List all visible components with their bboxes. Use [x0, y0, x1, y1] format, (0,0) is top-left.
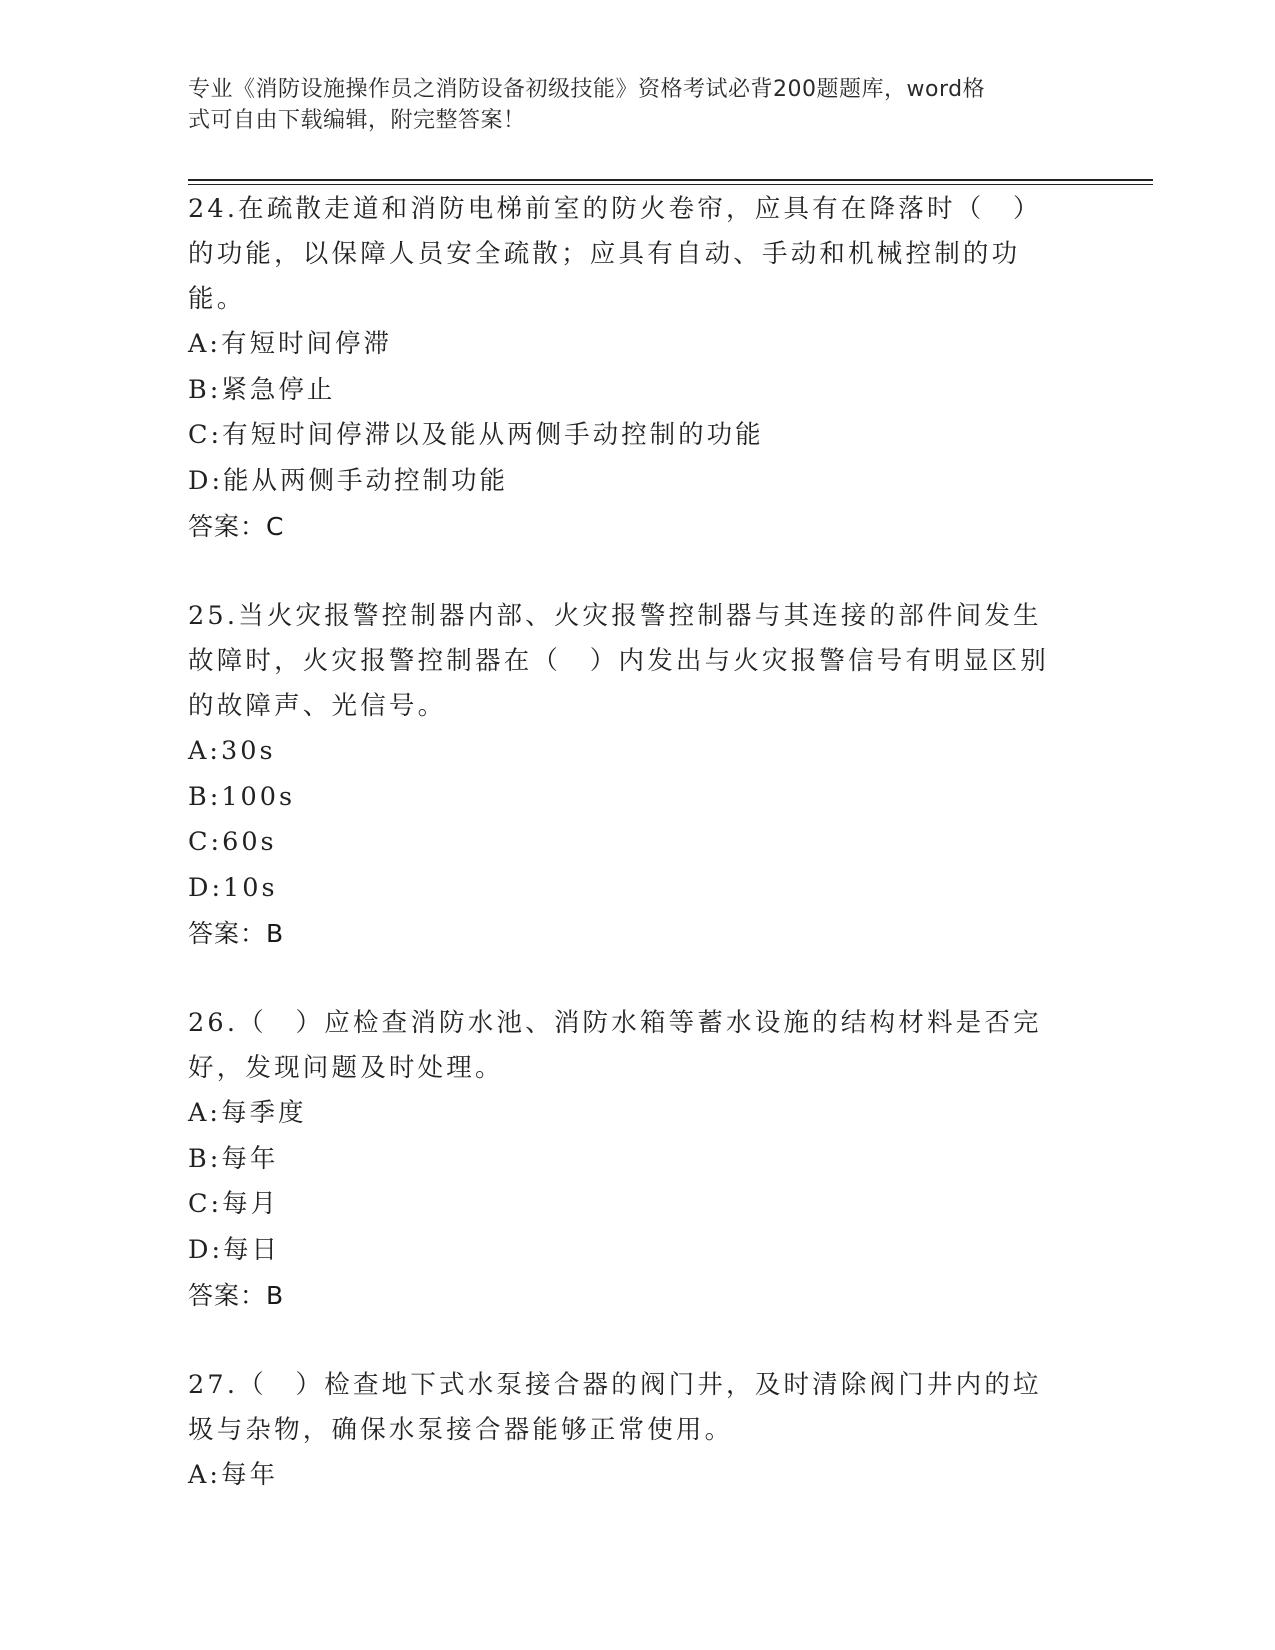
option-c: C:有短时间停滞以及能从两侧手动控制的功能	[188, 420, 764, 450]
question-26	[188, 1001, 1068, 1318]
option-a: A:有短时间停滞	[188, 329, 393, 359]
answer-key: 答案：B	[188, 919, 285, 948]
option-a: A:每年	[188, 1460, 279, 1490]
option-d: D:10s	[188, 872, 278, 903]
option-d: D:能从两侧手动控制功能	[188, 465, 509, 496]
option-a: A:30s	[188, 736, 276, 766]
question-stem: 25.当火灾报警控制器内部、火灾报警控制器与其连接的部件间发生故障时，火灾报警控制器在（ ）内发出与火灾报警信号有明显区别的故障声、光信号。	[188, 601, 1050, 721]
answer-key: 答案：B	[188, 1281, 285, 1310]
answer-key: 答案：C	[188, 512, 285, 541]
header-divider-thick	[188, 179, 1153, 181]
document-header	[188, 74, 1068, 136]
option-c: C:60s	[188, 827, 277, 857]
option-b: B:紧急停止	[188, 374, 336, 405]
option-c: C:每月	[188, 1189, 280, 1219]
header-line-1: 专业《消防设施操作员之消防设备初级技能》资格考试必背200题题库，word格	[188, 77, 986, 102]
option-b: B:100s	[188, 781, 296, 812]
question-stem: 26.（ ）应检查消防水池、消防水箱等蓄水设施的结构材料是否完好，发现问题及时处理。	[188, 1008, 1042, 1083]
question-stem: 24.在疏散走道和消防电梯前室的防火卷帘，应具有在降落时（ ）的功能，以保障人员安全疏散；应具有自动、手动和机械控制的功能。	[188, 194, 1042, 314]
header-line-2: 式可自由下载编辑，附完整答案！	[188, 108, 526, 133]
question-list	[188, 187, 1068, 1544]
header-divider-thin	[188, 184, 1153, 185]
option-d: D:每日	[188, 1234, 281, 1265]
option-a: A:每季度	[188, 1098, 307, 1128]
option-b: B:每年	[188, 1143, 279, 1174]
question-25	[188, 594, 1068, 956]
question-stem: 27.（ ）检查地下式水泵接合器的阀门井，及时清除阀门井内的垃圾与杂物，确保水泵接合器能够正常使用。	[188, 1370, 1042, 1445]
question-24	[188, 187, 1068, 549]
question-27	[188, 1363, 1068, 1499]
